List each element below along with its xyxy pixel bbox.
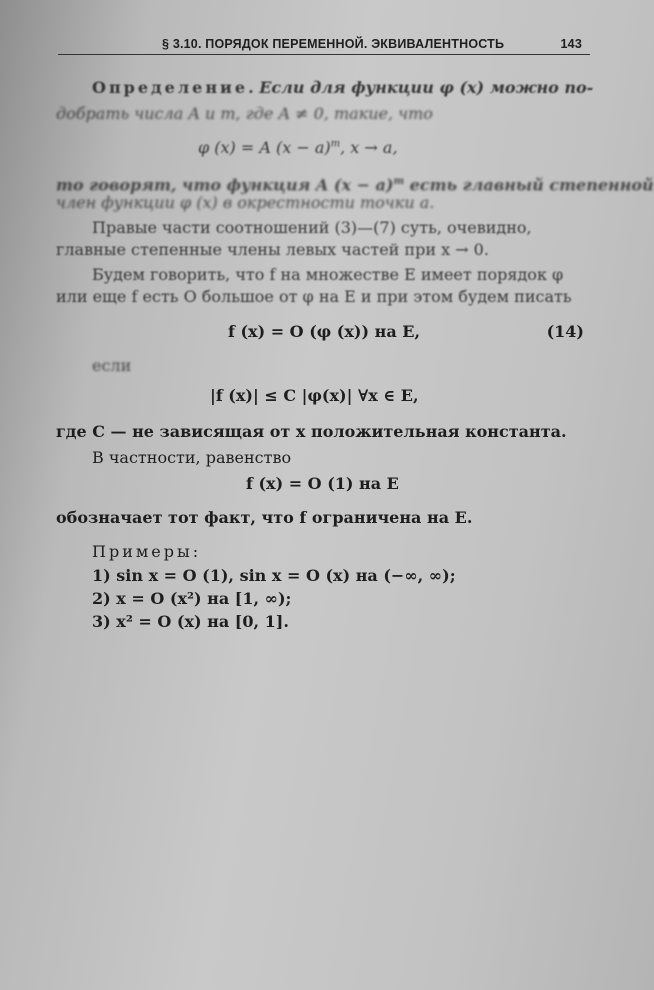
definition-line-3-start: то говорят, что функция A (x − a) (56, 175, 394, 195)
definition-formula-exponent: m (330, 138, 341, 150)
para1-line-2: главные степенные члены левых частей при x → 0. (56, 240, 489, 259)
section-title: § 3.10. ПОРЯДОК ПЕРЕМЕННОЙ. ЭКВИВАЛЕНТНОСТЬ (162, 37, 505, 51)
para2-line-1: Будем говорить, что f на множестве E имеет порядок φ (92, 265, 564, 284)
definition-line-2: добрать числа A и m, где A ≠ 0, такие, что (56, 104, 433, 123)
equation-14-number: (14) (546, 322, 584, 341)
definition-line-1 (92, 78, 593, 98)
example-3: 3) x² = O (x) на [0, 1]. (92, 612, 289, 631)
example-2: 2) x = O (x²) на [1, ∞); (92, 589, 292, 608)
particular-line: В частности, равенство (92, 448, 292, 467)
definition-line-4: член функции φ (x) в окрестности точки a. (56, 193, 435, 212)
example-1: 1) sin x = O (1), sin x = O (x) на (−∞, ∞); (92, 566, 456, 585)
definition-formula-main: φ (x) = A (x − a) (198, 138, 331, 157)
definition-line-3-rest: есть главный степенной (404, 175, 654, 195)
definition-line-3-exponent: m (393, 176, 405, 187)
where-line: где C — не зависящая от x положительная константа. (56, 422, 567, 441)
equation-o1: f (x) = O (1) на E (246, 474, 399, 493)
means-line: обозначает тот факт, что f ограничена на E. (56, 508, 473, 527)
running-header (58, 34, 590, 55)
para2-line-2: или еще f есть O большое от φ на E и при этом будем писать (56, 287, 572, 306)
definition-formula (198, 138, 398, 157)
if-word: если (92, 356, 132, 375)
equation-14: f (x) = O (φ (x)) на E, (228, 322, 421, 341)
definition-line-3 (56, 172, 654, 195)
definition-line-1-rest: . Если для функции φ (x) можно по- (248, 78, 594, 97)
para1-line-1: Правые части соотношений (3)—(7) суть, очевидно, (92, 218, 532, 237)
examples-heading: Примеры: (92, 542, 202, 561)
page-number: 143 (560, 37, 582, 51)
inequality: |f (x)| ≤ C |φ(x)| ∀x ∈ E, (210, 386, 419, 405)
definition-label: Определение (92, 78, 249, 97)
definition-formula-tail: , x → a, (340, 138, 398, 157)
